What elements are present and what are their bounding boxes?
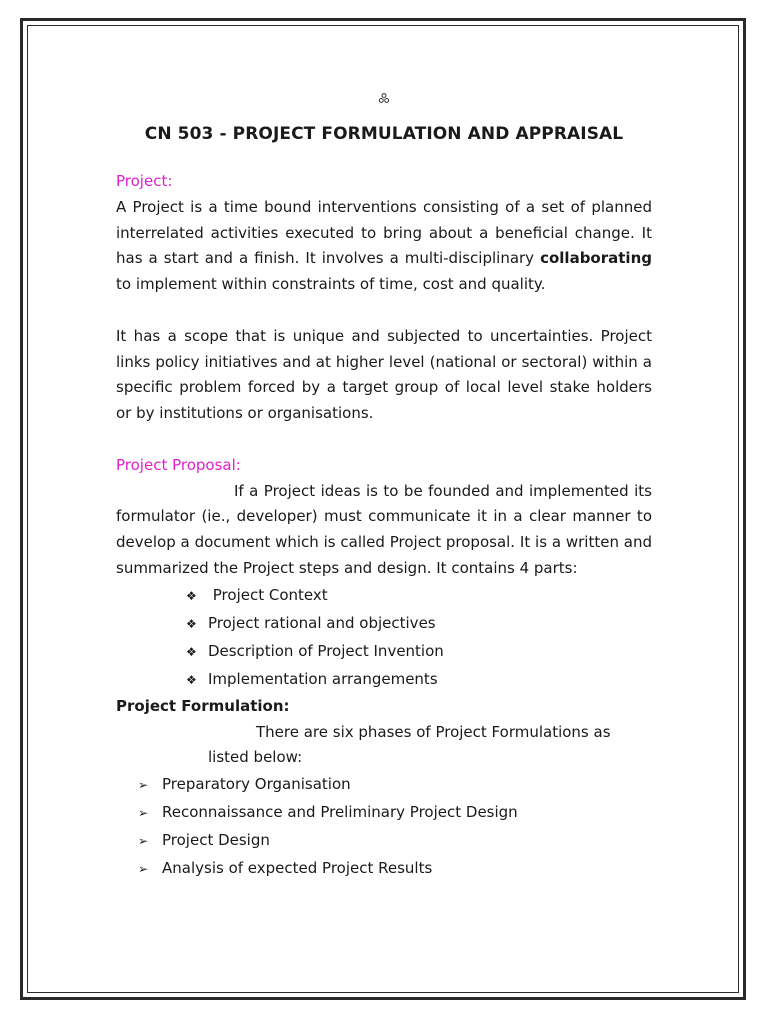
proposal-parts-list — [116, 582, 652, 694]
list-item — [138, 799, 652, 827]
list-item — [186, 610, 652, 638]
arrow-bullet-icon: ➢ — [138, 806, 149, 821]
list-item — [138, 771, 652, 799]
list-item-text: Project rational and objectives — [208, 613, 436, 632]
formulation-intro-line-1: There are six phases of Project Formulations as — [256, 722, 611, 741]
project-paragraph-1-end: to implement within constraints of time, cost and quality. — [116, 275, 546, 294]
list-item — [186, 666, 652, 694]
project-paragraph-2: It has a scope that is unique and subjected to uncertainties. Project links policy initiatives and at higher level (national or sectoral) within a specific problem forced by a target group of local level stake holders or by institutions or organisations. — [116, 326, 652, 423]
arrow-bullet-icon: ➢ — [138, 834, 149, 849]
list-item — [138, 855, 652, 883]
arrow-bullet-icon: ➢ — [138, 862, 149, 877]
list-item — [186, 582, 652, 610]
list-item-text: Reconnaissance and Preliminary Project Design — [162, 803, 518, 822]
proposal-paragraph: If a Project ideas is to be founded and implemented its formulator (ie., developer) must communicate it in a clear manner to develop a document which is called Project proposal. It is a written and summarized the Project steps and design. It contains 4 parts: — [116, 481, 652, 577]
proposal-heading: Project Proposal: — [116, 455, 241, 474]
diamond-bullet-icon: ❖ — [186, 644, 197, 659]
list-item-text: Analysis of expected Project Results — [162, 859, 433, 878]
project-paragraph-1-bold: collaborating — [540, 249, 652, 268]
header-symbol: ༜ — [378, 90, 390, 110]
diamond-bullet-icon: ❖ — [186, 588, 197, 603]
list-item-text: Project Design — [162, 831, 270, 850]
list-item — [138, 827, 652, 855]
list-item-text: Project Context — [208, 585, 328, 604]
document-body — [116, 86, 652, 883]
list-item-text: Implementation arrangements — [208, 669, 438, 688]
list-item-text: Preparatory Organisation — [162, 775, 351, 794]
formulation-intro-line-2: listed below: — [208, 748, 303, 767]
project-paragraph-1 — [116, 195, 652, 298]
project-heading: Project: — [116, 172, 173, 190]
formulation-phases-list — [116, 771, 652, 883]
list-item-text: Description of Project Invention — [208, 641, 444, 660]
formulation-heading: Project Formulation: — [116, 696, 290, 715]
arrow-bullet-icon: ➢ — [138, 778, 149, 793]
list-item — [186, 638, 652, 666]
diamond-bullet-icon: ❖ — [186, 672, 197, 687]
diamond-bullet-icon: ❖ — [186, 616, 197, 631]
document-title: CN 503 - PROJECT FORMULATION AND APPRAISAL — [144, 124, 624, 144]
project-paragraph-1-text: A Project is a time bound interventions consisting of a set of planned interrelated activities executed to bring about a beneficial change. It has a start and a finish. It involves a multi-disciplinary — [116, 197, 652, 268]
